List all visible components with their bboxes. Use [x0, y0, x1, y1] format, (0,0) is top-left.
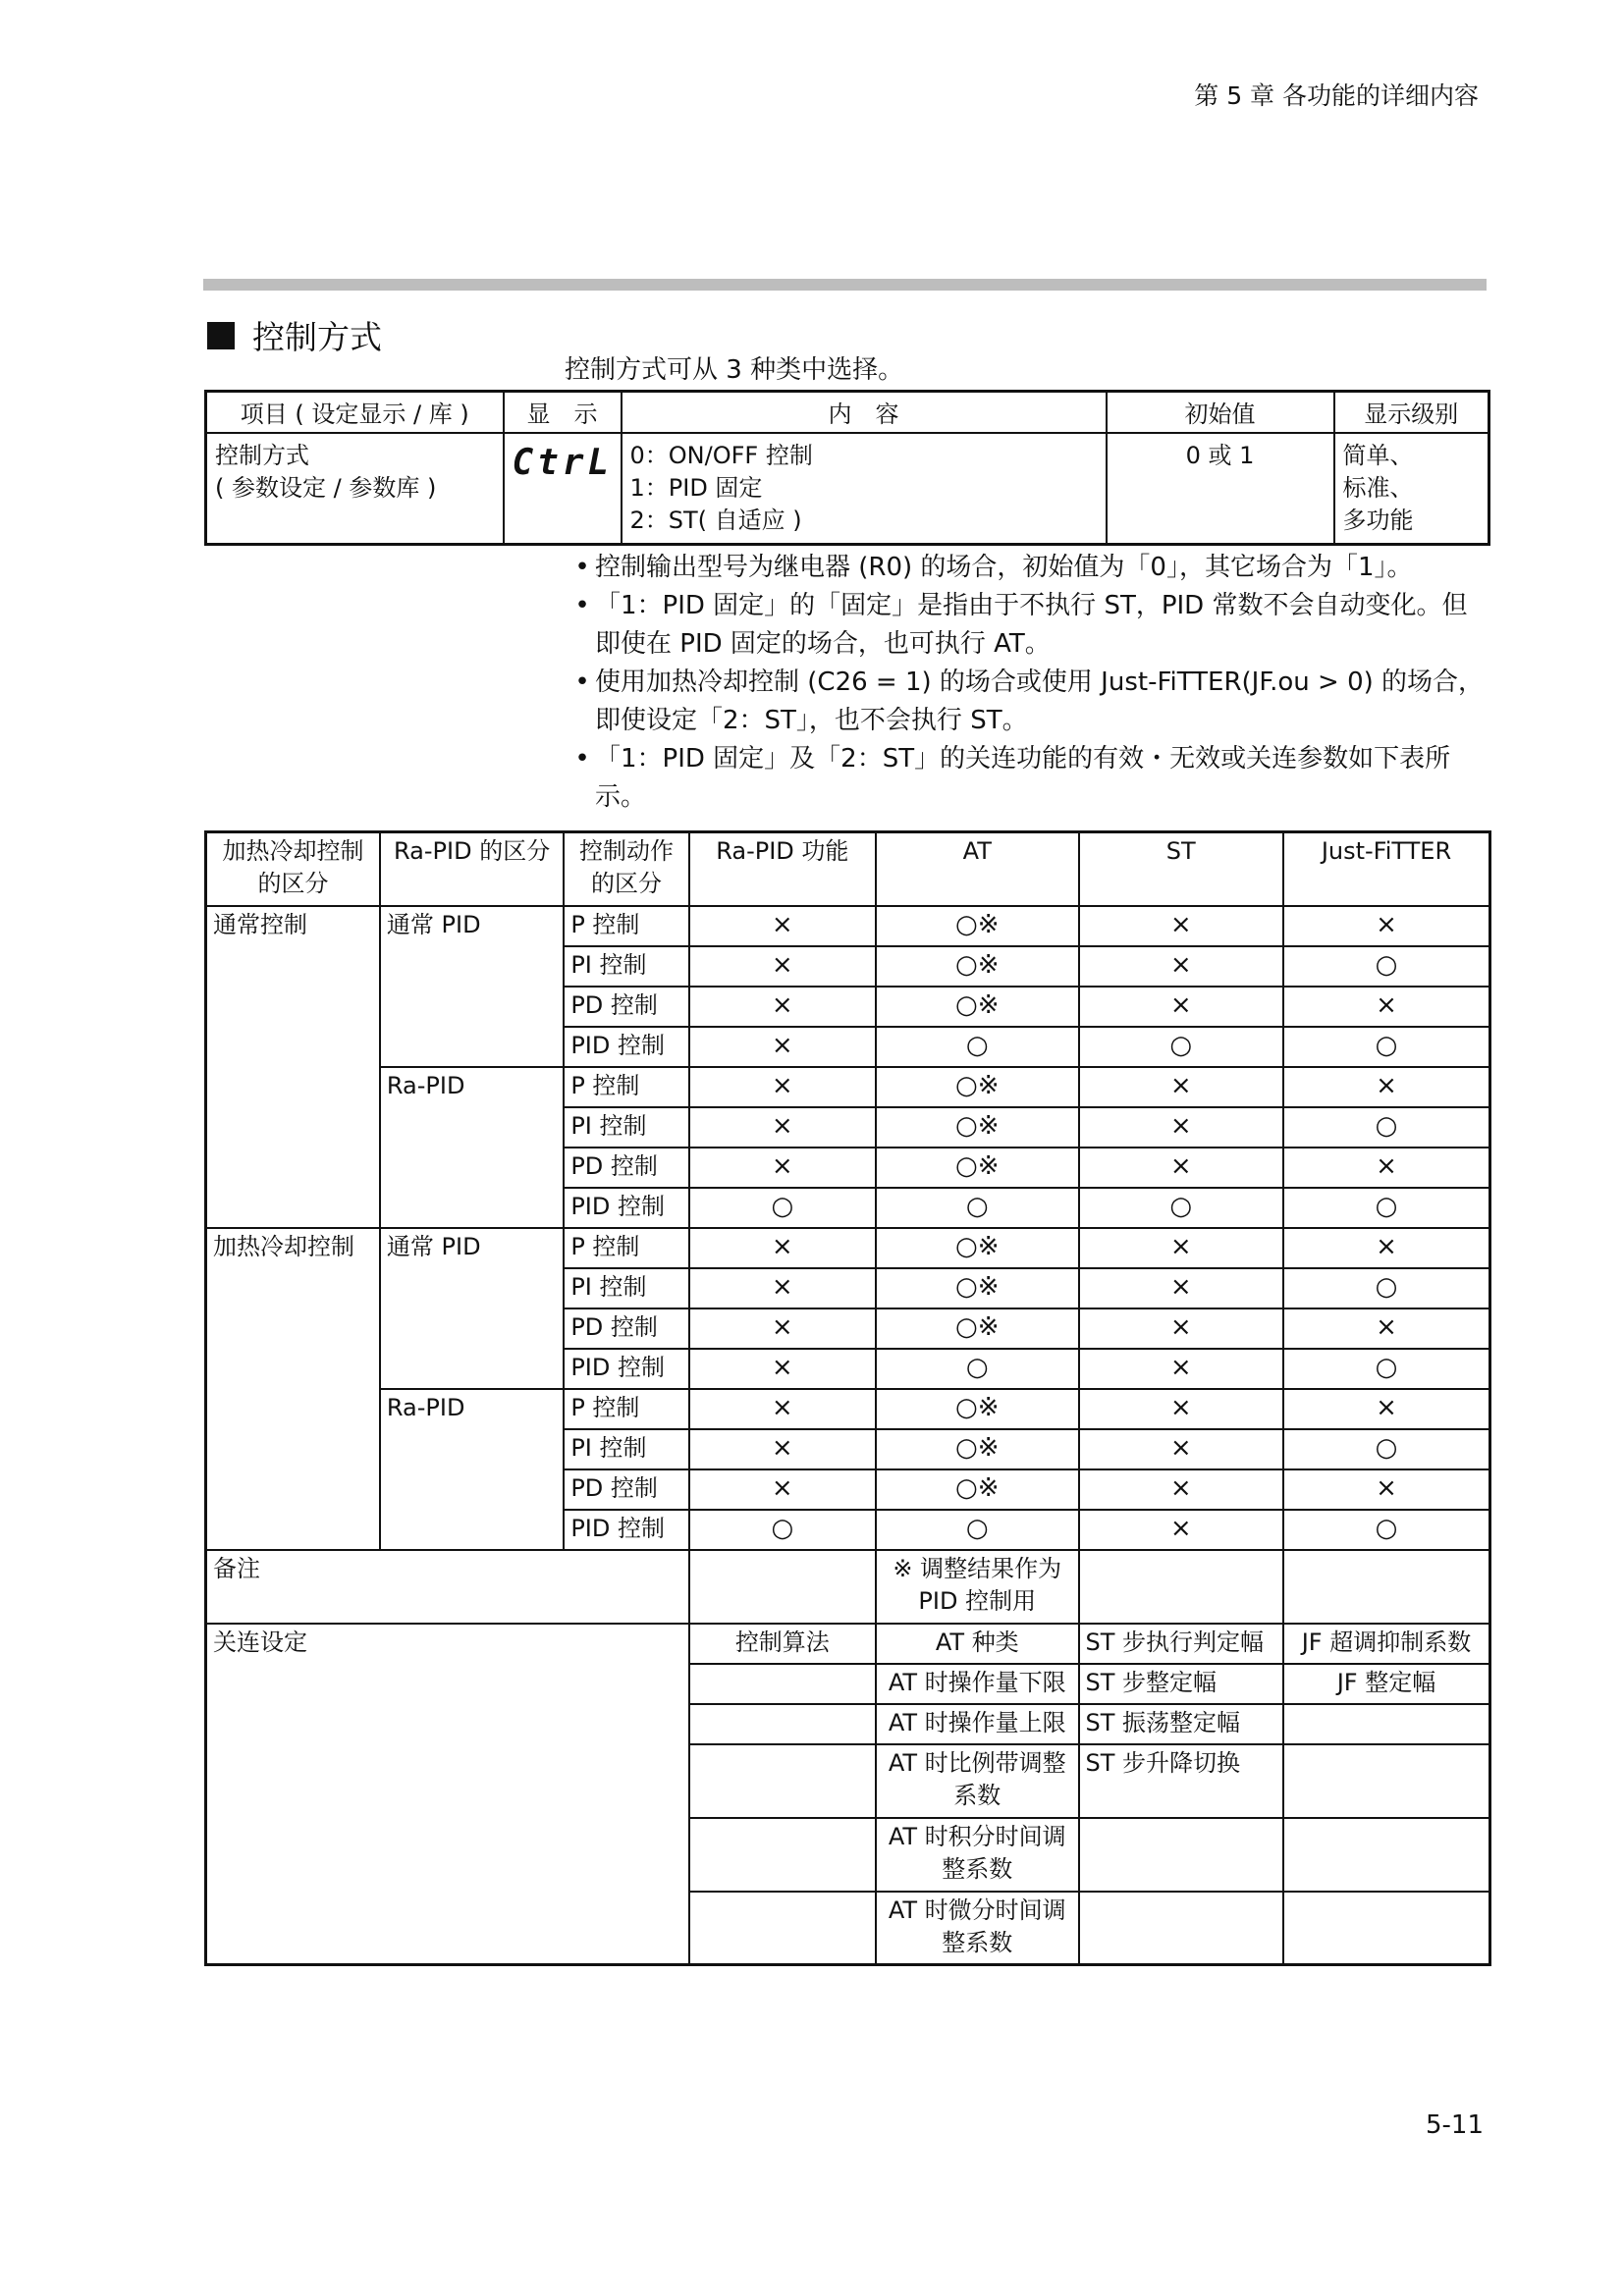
rapid-class-cell: 通常 PID	[380, 1228, 564, 1389]
symbol-cell: ×	[1079, 1067, 1283, 1107]
section-rule	[203, 279, 1487, 291]
action-cell: PD 控制	[564, 1308, 688, 1349]
symbol-cell: ×	[1079, 1268, 1283, 1308]
related-setting-cell: AT 时比例带调整系数	[876, 1744, 1078, 1818]
note-item: • 控制输出型号为继电器 (R0) 的场合，初始值为「0」，其它场合为「1」。	[569, 549, 1492, 587]
action-cell: PD 控制	[564, 987, 688, 1027]
header-cell: 项目 ( 设定显示 / 库 )	[206, 392, 504, 433]
remark-row	[206, 1550, 1490, 1624]
symbol-cell: ○	[1283, 1429, 1490, 1469]
symbol-cell: ○	[1283, 1510, 1490, 1550]
related-setting-cell: AT 时积分时间调整系数	[876, 1818, 1078, 1892]
header-cell: ST	[1079, 832, 1283, 906]
empty-cell	[1283, 1704, 1490, 1744]
empty-cell	[689, 1704, 876, 1744]
related-setting-cell: 控制算法	[689, 1624, 876, 1664]
header-cell: 控制动作的区分	[564, 832, 688, 906]
header-cell: Ra-PID 的区分	[380, 832, 564, 906]
symbol-cell: ○※	[876, 1268, 1078, 1308]
header-cell: 显示级别	[1334, 392, 1489, 433]
symbol-cell: ×	[1079, 1389, 1283, 1429]
remark-at-cell: ※ 调整结果作为 PID 控制用	[876, 1550, 1078, 1624]
empty-cell	[689, 1818, 876, 1892]
symbol-cell: ○	[1283, 1027, 1490, 1067]
empty-cell	[1079, 1892, 1283, 1965]
symbol-cell: ×	[689, 1027, 876, 1067]
related-setting-cell: JF 整定幅	[1283, 1664, 1490, 1704]
header-cell: AT	[876, 832, 1078, 906]
action-cell: PD 控制	[564, 1148, 688, 1188]
related-setting-cell: ST 步整定幅	[1079, 1664, 1283, 1704]
bullet-square-icon	[207, 322, 235, 349]
symbol-cell: ○※	[876, 1308, 1078, 1349]
empty-cell	[1283, 1892, 1490, 1965]
symbol-cell: ○※	[876, 906, 1078, 946]
related-setting-cell: JF 超调抑制系数	[1283, 1624, 1490, 1664]
symbol-cell: ○	[876, 1349, 1078, 1389]
action-cell: P 控制	[564, 1067, 688, 1107]
symbol-cell: ×	[1079, 906, 1283, 946]
symbol-cell: ○※	[876, 1469, 1078, 1510]
symbol-cell: ×	[1283, 1228, 1490, 1268]
function-table-header	[206, 832, 1490, 906]
option-line: 1：PID 固定	[629, 473, 763, 502]
parameter-table-header	[206, 392, 1489, 433]
action-cell: P 控制	[564, 906, 688, 946]
symbol-cell: ○	[1283, 946, 1490, 987]
symbol-cell: ○※	[876, 1148, 1078, 1188]
symbol-cell: ×	[1079, 1228, 1283, 1268]
empty-cell	[1079, 1550, 1283, 1624]
header-cell: 显 示	[504, 392, 622, 433]
symbol-cell: ○※	[876, 987, 1078, 1027]
symbol-cell: ○※	[876, 1389, 1078, 1429]
symbol-cell: ○	[1283, 1349, 1490, 1389]
display-cell	[504, 433, 622, 545]
symbol-cell: ×	[1283, 1469, 1490, 1510]
symbol-cell: ×	[1079, 1349, 1283, 1389]
empty-cell	[689, 1892, 876, 1965]
parameter-row	[206, 433, 1489, 545]
related-row	[206, 1624, 1490, 1664]
symbol-cell: ○※	[876, 1228, 1078, 1268]
symbol-cell: ×	[1079, 987, 1283, 1027]
related-setting-cell: ST 步升降切换	[1079, 1744, 1283, 1818]
symbol-cell: ×	[1283, 1389, 1490, 1429]
symbol-cell: ○	[689, 1188, 876, 1228]
symbol-cell: ×	[1283, 1308, 1490, 1349]
empty-cell	[689, 1550, 876, 1624]
symbol-cell: ○※	[876, 946, 1078, 987]
symbol-cell: ○	[876, 1510, 1078, 1550]
action-cell: PID 控制	[564, 1027, 688, 1067]
symbol-cell: ○※	[876, 1429, 1078, 1469]
note-item: • 使用加热冷却控制 (C26 = 1) 的场合或使用 Just-FiTTER(JF.ou > 0) 的场合，即使设定「2：ST」，也不会执行 ST。	[569, 664, 1492, 740]
symbol-cell: ○	[689, 1510, 876, 1550]
function-table	[204, 830, 1491, 1966]
symbol-cell: ×	[689, 1148, 876, 1188]
symbol-cell: ×	[689, 1067, 876, 1107]
table-row	[206, 1228, 1490, 1268]
action-cell: P 控制	[564, 1389, 688, 1429]
rapid-class-cell: Ra-PID	[380, 1389, 564, 1550]
related-setting-cell: AT 时微分时间调整系数	[876, 1892, 1078, 1965]
control-class-cell: 加热冷却控制	[206, 1228, 380, 1550]
symbol-cell: ×	[1079, 946, 1283, 987]
empty-cell	[1283, 1550, 1490, 1624]
related-setting-cell: AT 时操作量上限	[876, 1704, 1078, 1744]
empty-cell	[1079, 1818, 1283, 1892]
lcd-display-code: CtrL	[512, 442, 614, 483]
item-location: ( 参数设定 / 参数库 )	[215, 473, 437, 502]
symbol-cell: ×	[689, 1107, 876, 1148]
page-number: 5-11	[1425, 2110, 1484, 2140]
section-intro: 控制方式可从 3 种类中选择。	[565, 355, 904, 385]
symbol-cell: ×	[689, 1389, 876, 1429]
related-setting-cell: ST 振荡整定幅	[1079, 1704, 1283, 1744]
section-title: 控制方式	[252, 318, 382, 356]
symbol-cell: ○※	[876, 1067, 1078, 1107]
header-cell: 加热冷却控制的区分	[206, 832, 380, 906]
note-item: • 「1：PID 固定」的「固定」是指由于不执行 ST，PID 常数不会自动变化。但即使在 PID 固定的场合，也可执行 AT。	[569, 587, 1492, 664]
level-cell	[1334, 433, 1489, 545]
symbol-cell: ○	[1283, 1188, 1490, 1228]
action-cell: PI 控制	[564, 946, 688, 987]
symbol-cell: ○※	[876, 1107, 1078, 1148]
action-cell: PD 控制	[564, 1469, 688, 1510]
symbol-cell: ×	[1283, 1148, 1490, 1188]
symbol-cell: ×	[689, 946, 876, 987]
action-cell: P 控制	[564, 1228, 688, 1268]
rapid-class-cell: Ra-PID	[380, 1067, 564, 1228]
table-row	[206, 906, 1490, 946]
header-cell: 初始值	[1107, 392, 1334, 433]
symbol-cell: ○	[876, 1188, 1078, 1228]
symbol-cell: ×	[689, 1349, 876, 1389]
empty-cell	[689, 1664, 876, 1704]
parameter-table	[204, 390, 1490, 546]
symbol-cell: ○	[1283, 1268, 1490, 1308]
action-cell: PID 控制	[564, 1510, 688, 1550]
symbol-cell: ○	[1283, 1107, 1490, 1148]
action-cell: PI 控制	[564, 1429, 688, 1469]
symbol-cell: ×	[1283, 1067, 1490, 1107]
symbol-cell: ○	[876, 1027, 1078, 1067]
related-setting-cell: AT 时操作量下限	[876, 1664, 1078, 1704]
action-cell: PID 控制	[564, 1188, 688, 1228]
symbol-cell: ○	[1079, 1188, 1283, 1228]
symbol-cell: ×	[1079, 1429, 1283, 1469]
table-row	[206, 1389, 1490, 1429]
symbol-cell: ×	[689, 987, 876, 1027]
symbol-cell: ×	[1079, 1308, 1283, 1349]
control-class-cell: 通常控制	[206, 906, 380, 1228]
table-row	[206, 1067, 1490, 1107]
note-item: • 「1：PID 固定」及「2：ST」的关连功能的有效・无效或关连参数如下表所示。	[569, 740, 1492, 817]
level-line: 多功能	[1342, 506, 1414, 534]
related-setting-cell: ST 步执行判定幅	[1079, 1624, 1283, 1664]
item-name: 控制方式	[215, 441, 309, 469]
header-cell: Ra-PID 功能	[689, 832, 876, 906]
symbol-cell: ×	[689, 1469, 876, 1510]
header-cell: 内 容	[622, 392, 1107, 433]
action-cell: PI 控制	[564, 1107, 688, 1148]
symbol-cell: ×	[1079, 1148, 1283, 1188]
symbol-cell: ×	[689, 1228, 876, 1268]
related-setting-cell: AT 种类	[876, 1624, 1078, 1664]
content-cell	[622, 433, 1107, 545]
option-line: 0：ON/OFF 控制	[629, 441, 813, 469]
symbol-cell: ×	[689, 1268, 876, 1308]
empty-cell	[689, 1744, 876, 1818]
notes-list	[569, 549, 1492, 817]
remark-label-cell: 备注	[206, 1550, 689, 1624]
initial-value-cell: 0 或 1	[1107, 433, 1334, 545]
empty-cell	[1283, 1818, 1490, 1892]
related-label-cell: 关连设定	[206, 1624, 689, 1965]
option-line: 2：ST( 自适应 )	[629, 506, 802, 534]
running-header: 第 5 章 各功能的详细内容	[1194, 81, 1479, 110]
symbol-cell: ×	[689, 906, 876, 946]
symbol-cell: ×	[1079, 1510, 1283, 1550]
rapid-class-cell: 通常 PID	[380, 906, 564, 1067]
symbol-cell: ×	[1079, 1107, 1283, 1148]
action-cell: PID 控制	[564, 1349, 688, 1389]
item-cell	[206, 433, 504, 545]
symbol-cell: ×	[1283, 906, 1490, 946]
symbol-cell: ○	[1079, 1027, 1283, 1067]
level-line: 标准、	[1342, 473, 1414, 502]
symbol-cell: ×	[689, 1308, 876, 1349]
symbol-cell: ×	[1283, 987, 1490, 1027]
action-cell: PI 控制	[564, 1268, 688, 1308]
symbol-cell: ×	[1079, 1469, 1283, 1510]
symbol-cell: ×	[689, 1429, 876, 1469]
empty-cell	[1283, 1744, 1490, 1818]
section-heading	[207, 312, 382, 358]
header-cell: Just-FiTTER	[1283, 832, 1490, 906]
level-line: 简单、	[1342, 441, 1414, 469]
